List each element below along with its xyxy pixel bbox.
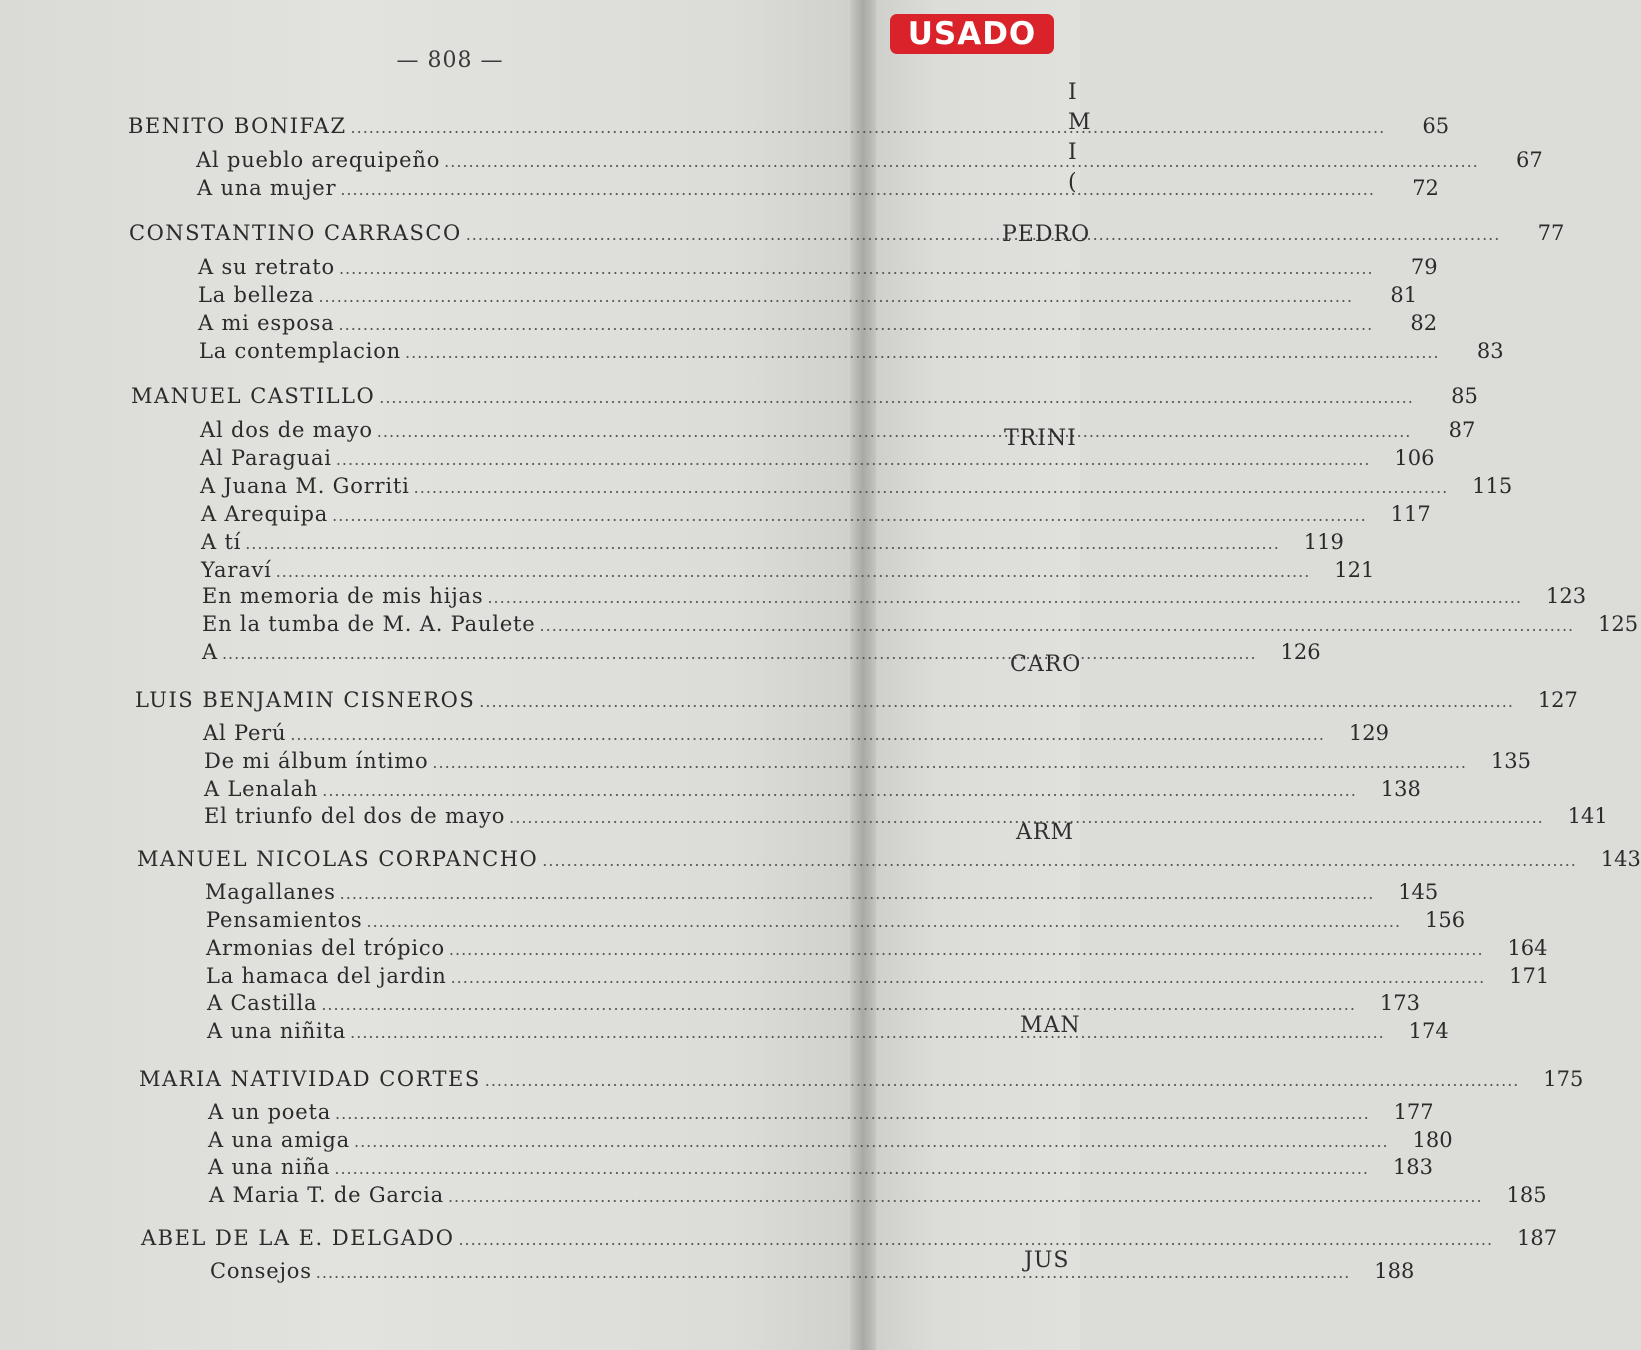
entry-title: A Maria T. de Garcia xyxy=(209,1183,444,1207)
entry-page: 65 xyxy=(1422,114,1450,138)
toc-poem-entry xyxy=(201,528,1344,558)
dot-leader xyxy=(540,612,1575,640)
page-number: — 808 — xyxy=(396,48,504,73)
toc-poem-entry xyxy=(209,1181,1547,1211)
entry-title: Al Perú xyxy=(203,721,287,745)
entry-page: 83 xyxy=(1476,339,1504,363)
dot-leader xyxy=(479,688,1514,716)
dot-leader xyxy=(405,339,1440,367)
entry-title: A Lenalah xyxy=(204,777,319,801)
entry-title: Armonias del trópico xyxy=(206,936,445,960)
entry-page: 79 xyxy=(1410,255,1438,279)
entry-page: 187 xyxy=(1516,1226,1558,1250)
dot-leader xyxy=(350,1019,1385,1047)
dot-leader xyxy=(290,721,1325,749)
entry-page: 85 xyxy=(1451,384,1478,408)
entry-title: ABEL DE LA E. DELGADO xyxy=(141,1226,455,1250)
entry-page: 141 xyxy=(1567,804,1608,828)
entry-page: 77 xyxy=(1537,221,1565,245)
dot-leader xyxy=(451,964,1486,992)
dot-leader xyxy=(340,176,1375,204)
entry-page: 175 xyxy=(1543,1067,1584,1091)
dot-leader xyxy=(336,446,1371,474)
toc-poem-entry xyxy=(200,444,1435,474)
entry-page: 185 xyxy=(1506,1183,1547,1207)
right-page-fragment: TRINI xyxy=(1004,426,1077,451)
entry-title: CONSTANTINO CARRASCO xyxy=(129,221,462,245)
entry-title: A xyxy=(202,640,218,664)
entry-title: LUIS BENJAMIN CISNEROS xyxy=(135,688,476,712)
entry-title: La belleza xyxy=(198,283,315,307)
entry-title: El triunfo del dos de mayo xyxy=(204,804,506,828)
toc-author-entry xyxy=(135,686,1578,716)
entry-page: 188 xyxy=(1374,1259,1415,1283)
entry-page: 164 xyxy=(1507,936,1548,960)
dot-leader xyxy=(366,908,1401,936)
right-page-fragment: PEDRO xyxy=(1002,222,1091,247)
entry-page: 125 xyxy=(1598,612,1639,636)
entry-page: 127 xyxy=(1537,688,1578,712)
dot-leader xyxy=(245,530,1280,558)
right-page-fragment: JUS xyxy=(1024,1248,1070,1273)
entry-title: MARIA NATIVIDAD CORTES xyxy=(139,1067,481,1091)
toc-poem-entry xyxy=(196,146,1543,176)
entry-title: Consejos xyxy=(210,1259,312,1283)
entry-title: De mi álbum íntimo xyxy=(204,749,429,773)
toc-author-entry xyxy=(139,1065,1584,1095)
dot-leader xyxy=(351,114,1386,142)
dot-leader xyxy=(466,221,1501,249)
dot-leader xyxy=(339,255,1374,283)
entry-title: A Arequipa xyxy=(201,502,329,526)
right-page-fragment: ARM xyxy=(1016,820,1074,845)
entry-page: 174 xyxy=(1408,1019,1449,1043)
dot-leader xyxy=(379,384,1414,412)
toc-poem-entry xyxy=(204,802,1608,832)
dot-leader xyxy=(335,1100,1370,1128)
entry-page: 81 xyxy=(1390,283,1418,307)
entry-page: 115 xyxy=(1472,474,1513,498)
entry-title: A una amiga xyxy=(208,1128,350,1152)
toc-poem-entry xyxy=(206,934,1548,964)
dot-leader xyxy=(340,880,1375,908)
entry-page: 117 xyxy=(1390,502,1431,526)
dot-leader xyxy=(334,1155,1369,1183)
right-page-fragment: I xyxy=(1068,140,1078,165)
entry-title: A un poeta xyxy=(208,1100,332,1124)
entry-page: 72 xyxy=(1412,176,1439,200)
toc-poem-entry xyxy=(204,747,1531,777)
toc-poem-entry xyxy=(208,1153,1433,1183)
entry-title: BENITO BONIFAZ xyxy=(128,114,347,138)
toc-poem-entry xyxy=(203,719,1389,749)
entry-title: Yaraví xyxy=(201,558,272,582)
right-page-fragment: M xyxy=(1068,110,1092,135)
entry-title: A una niñita xyxy=(207,1019,347,1043)
entry-title: A mi esposa xyxy=(198,311,335,335)
entry-page: 126 xyxy=(1280,640,1321,664)
entry-page: 87 xyxy=(1448,418,1476,442)
toc-poem-entry xyxy=(198,309,1438,339)
toc-poem-entry xyxy=(204,775,1421,805)
toc-poem-entry xyxy=(206,906,1466,936)
entry-title: Al dos de mayo xyxy=(200,418,373,442)
right-page-fragment: I xyxy=(1068,80,1078,105)
entry-page: 123 xyxy=(1545,584,1587,608)
entry-page: 177 xyxy=(1393,1100,1434,1124)
entry-page: 180 xyxy=(1412,1128,1453,1152)
entry-title: Magallanes xyxy=(205,880,336,904)
entry-title: A su retrato xyxy=(198,255,335,279)
dot-leader xyxy=(542,847,1577,875)
entry-page: 121 xyxy=(1334,558,1375,582)
toc-poem-entry xyxy=(198,281,1418,311)
toc-author-entry xyxy=(128,112,1450,142)
entry-page: 171 xyxy=(1509,964,1550,988)
entry-title: Al pueblo arequipeño xyxy=(196,148,441,172)
entry-title: A Castilla xyxy=(207,991,318,1015)
entry-page: 156 xyxy=(1425,908,1466,932)
toc-author-entry xyxy=(137,845,1641,875)
entry-title: A Juana M. Gorriti xyxy=(200,474,410,498)
entry-title: MANUEL CASTILLO xyxy=(131,384,376,408)
dot-leader xyxy=(322,777,1357,805)
right-page-fragment: ( xyxy=(1068,170,1078,195)
toc-poem-entry xyxy=(198,253,1438,283)
dot-leader xyxy=(458,1226,1493,1254)
dot-leader xyxy=(414,474,1449,502)
dot-leader xyxy=(487,584,1522,612)
entry-title: MANUEL NICOLAS CORPANCHO xyxy=(137,847,539,871)
entry-page: 173 xyxy=(1379,991,1420,1015)
dot-leader xyxy=(222,640,1257,668)
entry-page: 135 xyxy=(1490,749,1531,773)
toc-poem-entry xyxy=(200,472,1513,502)
entry-title: La hamaca del jardin xyxy=(206,964,447,988)
toc-poem-entry xyxy=(205,878,1439,908)
toc-poem-entry xyxy=(206,962,1550,992)
dot-leader xyxy=(354,1128,1389,1156)
used-badge: USADO xyxy=(890,14,1054,54)
entry-page: 82 xyxy=(1410,311,1438,335)
dot-leader xyxy=(377,418,1412,446)
dot-leader xyxy=(444,148,1479,176)
entry-title: Al Paraguai xyxy=(200,446,332,470)
entry-page: 145 xyxy=(1398,880,1439,904)
right-page-fragment: MAN xyxy=(1020,1013,1081,1038)
entry-page: 67 xyxy=(1516,148,1543,172)
toc-poem-entry xyxy=(201,500,1431,530)
entry-page: 138 xyxy=(1380,777,1421,801)
toc-author-entry xyxy=(131,382,1478,412)
dot-leader xyxy=(318,283,1353,311)
dot-leader xyxy=(485,1067,1520,1095)
entry-title: A tí xyxy=(201,530,242,554)
toc-poem-entry xyxy=(199,337,1504,367)
entry-page: 183 xyxy=(1392,1155,1433,1179)
toc-poem-entry xyxy=(202,610,1639,640)
toc-poem-entry xyxy=(207,989,1420,1019)
dot-leader xyxy=(449,936,1484,964)
toc-author-entry xyxy=(141,1224,1558,1254)
right-page-fragment: CARO xyxy=(1010,652,1082,677)
dot-leader xyxy=(448,1183,1483,1211)
toc-poem-entry xyxy=(197,174,1439,204)
entry-page: 143 xyxy=(1600,847,1641,871)
dot-leader xyxy=(339,311,1374,339)
entry-title: Pensamientos xyxy=(206,908,363,932)
entry-title: En memoria de mis hijas xyxy=(202,584,484,608)
entry-title: En la tumba de M. A. Paulete xyxy=(202,612,536,636)
entry-page: 129 xyxy=(1348,721,1389,745)
entry-title: A una niña xyxy=(208,1155,331,1179)
dot-leader xyxy=(432,749,1467,777)
toc-poem-entry xyxy=(208,1126,1453,1156)
toc-poem-entry xyxy=(208,1098,1434,1128)
dot-leader xyxy=(316,1259,1351,1287)
dot-leader xyxy=(321,991,1356,1019)
entry-title: A una mujer xyxy=(197,176,337,200)
toc-poem-entry xyxy=(202,582,1587,612)
entry-page: 119 xyxy=(1303,530,1344,554)
dot-leader xyxy=(332,502,1367,530)
entry-page: 106 xyxy=(1394,446,1435,470)
entry-title: La contemplacion xyxy=(199,339,401,363)
